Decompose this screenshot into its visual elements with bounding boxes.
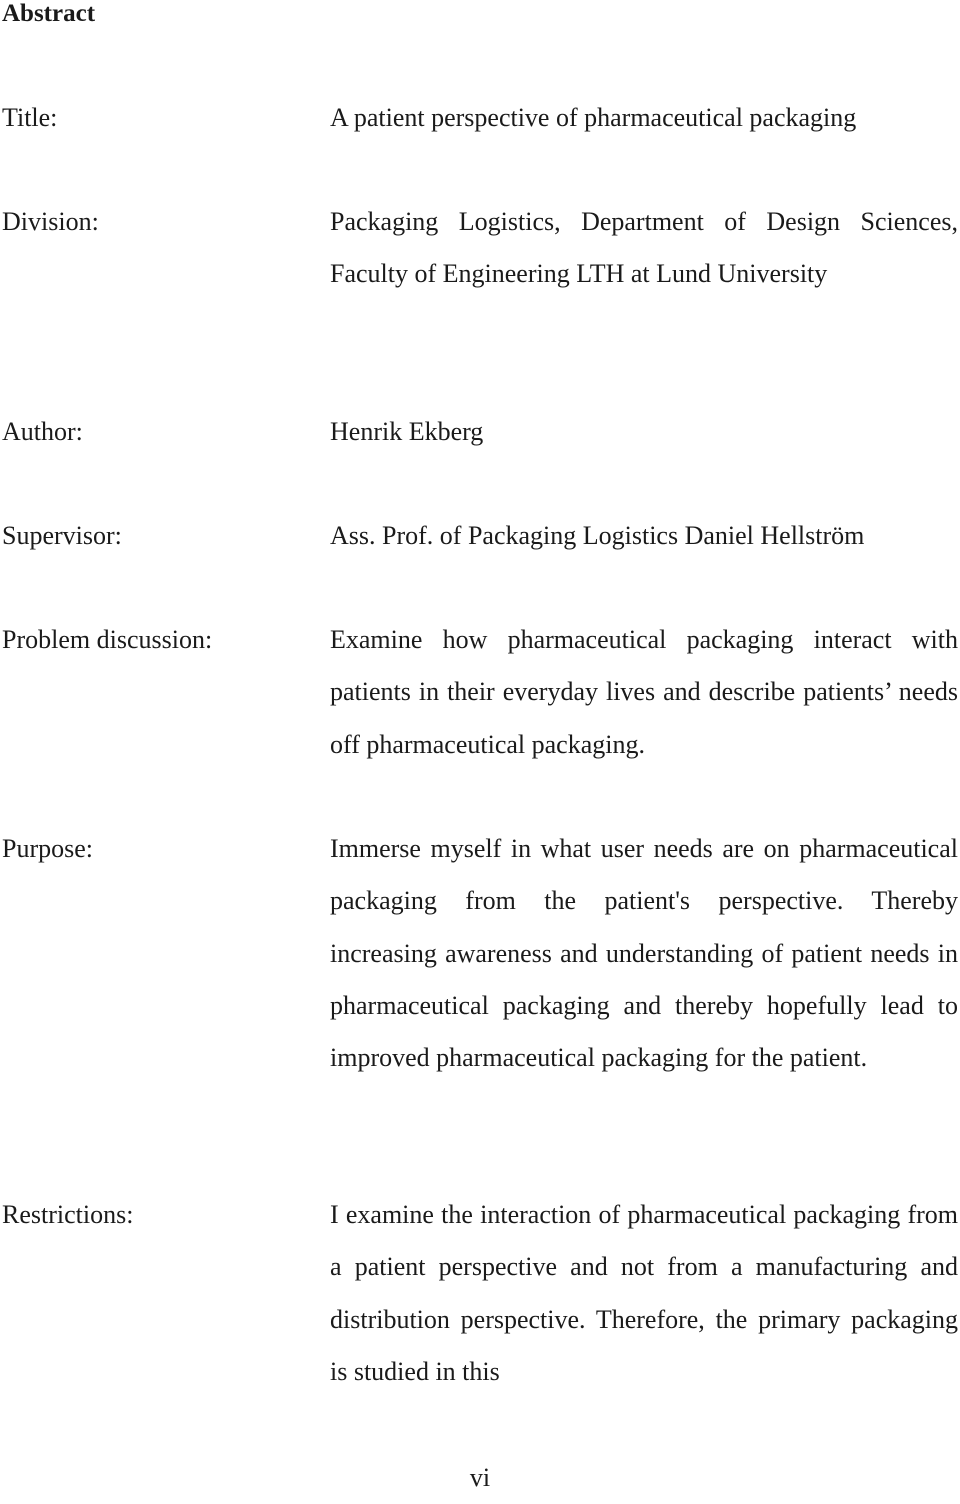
problem-discussion-value: Examine how pharmaceutical packaging interact with patients in their everyday lives and describe patients’ needs off pharmaceutical packaging. [330,625,958,759]
title-label: Title: [2,103,58,132]
restrictions-value: I examine the interaction of pharmaceutical packaging from a patient perspective and not from a manufacturing and distribution perspective. Therefore, the primary packaging is studied in this [330,1200,958,1386]
supervisor-value: Ass. Prof. of Packaging Logistics Daniel Hellström [330,521,865,550]
purpose-label: Purpose: [2,834,93,863]
page-number: vi [469,1463,491,1492]
section-heading: Abstract [2,0,96,27]
title-value: A patient perspective of pharmaceutical packaging [330,103,857,132]
author-label: Author: [2,417,83,446]
restrictions-label: Restrictions: [2,1200,134,1229]
division-value: Packaging Logistics, Department of Design Sciences, Faculty of Engineering LTH at Lund University [330,207,958,289]
purpose-value: Immerse myself in what user needs are on pharmaceutical packaging from the patient's perspective. Thereby increasing awareness and understanding of patient needs in pharmaceutical packaging and thereby hopefully lead to improved pharmaceutical packaging for the patient. [330,834,958,1073]
problem-discussion-label: Problem discussion: [2,625,213,654]
author-value: Henrik Ekberg [330,417,484,446]
supervisor-label: Supervisor: [2,521,122,550]
division-label: Division: [2,207,99,236]
